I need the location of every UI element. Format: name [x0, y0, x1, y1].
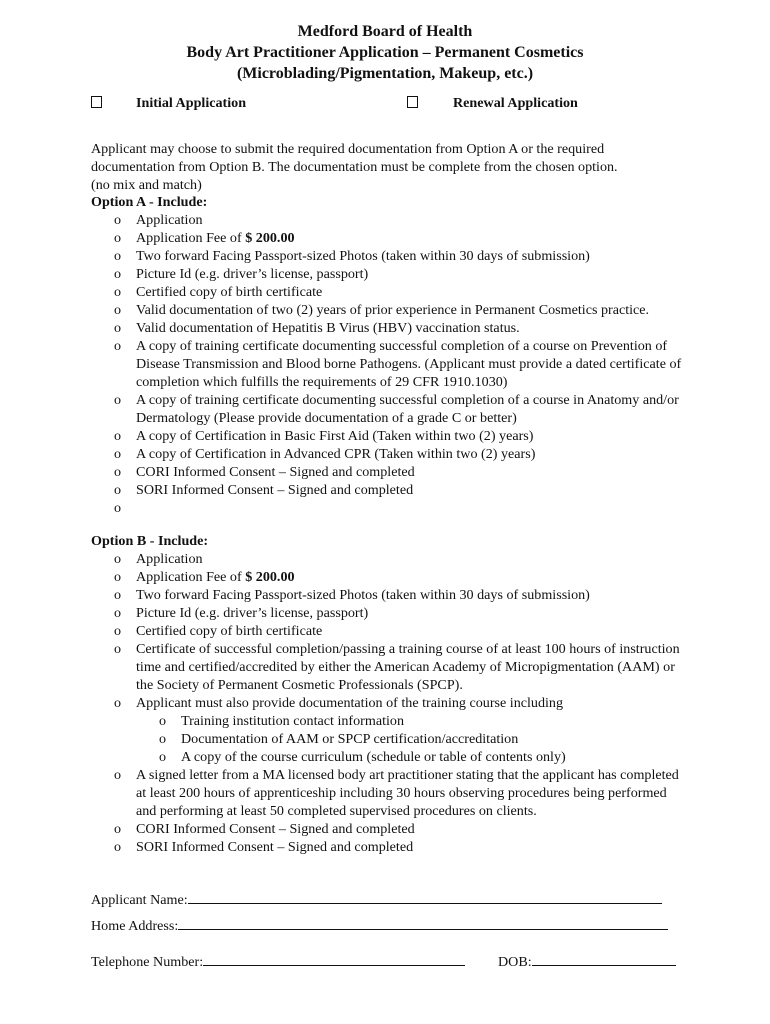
option-b-list [0, 550, 770, 856]
list-item: o Application Fee of $ 200.00 [114, 230, 295, 246]
option-b-heading: Option B - Include: [91, 533, 209, 549]
bullet-icon: o [114, 821, 122, 837]
initial-application-checkbox[interactable] [91, 96, 102, 108]
bullet-icon: o [114, 551, 122, 567]
list-item: o SORI Informed Consent – Signed and completed [114, 839, 414, 855]
list-item: o CORI Informed Consent – Signed and completed [114, 821, 415, 837]
bullet-icon: o [114, 464, 122, 480]
intro-paragraph [91, 140, 691, 194]
telephone-field[interactable] [203, 952, 465, 966]
list-item: o Certificate of successful completion/passing a training course of at least 100 hours of instruction time and certified/accredited by either the American Academy of Micropigmentation (AAM) or the Society of Permanent Cosmetic Professionals (SPCP). [114, 641, 680, 693]
bullet-icon: o [114, 605, 122, 621]
bullet-icon: o [114, 569, 122, 585]
bullet-icon: o [114, 284, 122, 300]
bullet-icon: o [114, 230, 122, 246]
list-item: o Application Fee of $ 200.00 [114, 569, 295, 585]
bullet-icon: o [114, 500, 122, 516]
renewal-application-checkbox[interactable] [407, 96, 418, 108]
bullet-icon: o [114, 428, 122, 444]
bullet-icon: o [114, 839, 122, 855]
list-item: o Two forward Facing Passport-sized Photos (taken within 30 days of submission) [114, 587, 590, 603]
list-item: o Application [114, 212, 203, 228]
document-subtitle: Body Art Practitioner Application – Permanent Cosmetics [186, 44, 584, 61]
bullet-icon: o [114, 695, 122, 711]
applicant-name-label: Applicant Name: [91, 892, 188, 908]
bullet-icon: o [159, 749, 167, 765]
list-item: o A copy of training certificate documenting successful completion of a course in Anatomy and/or Dermatology (Please provide documentation of a grade C or better) [114, 392, 679, 426]
list-item: o Certified copy of birth certificate [114, 284, 323, 300]
bullet-icon: o [114, 587, 122, 603]
list-item: o Applicant must also provide documentation of the training course including o Training institution contact information o Documentation of AAM or SPCP certification/accreditation o A copy of the course curriculum (schedule or table of contents only) [0, 694, 684, 766]
list-item-empty [0, 499, 684, 517]
document-title: Medford Board of Health [297, 23, 473, 40]
dob-label: DOB: [498, 954, 532, 970]
telephone-row [91, 952, 465, 971]
training-course-sublist [136, 712, 684, 766]
list-item: o Two forward Facing Passport-sized Photos (taken within 30 days of submission) [114, 248, 590, 264]
home-address-field[interactable] [178, 916, 668, 930]
bullet-icon: o [114, 446, 122, 462]
telephone-label: Telephone Number: [91, 954, 204, 970]
bullet-icon: o [114, 623, 122, 639]
intro-line: Applicant may choose to submit the required documentation from Option A or the required [91, 141, 605, 157]
list-item: o A copy of Certification in Advanced CPR (Taken within two (2) years) [114, 446, 536, 462]
option-a-heading: Option A - Include: [91, 194, 208, 210]
application-fee: $ 200.00 [245, 569, 295, 585]
applicant-name-field[interactable] [188, 890, 662, 904]
bullet-icon: o [114, 338, 122, 354]
application-fee: $ 200.00 [245, 230, 295, 246]
document-subtitle-2: (Microblading/Pigmentation, Makeup, etc.) [236, 65, 534, 82]
bullet-icon: o [114, 767, 122, 783]
list-item: o CORI Informed Consent – Signed and completed [114, 464, 415, 480]
dob-row [498, 952, 676, 971]
sub-list-item: o Documentation of AAM or SPCP certification/accreditation [159, 731, 519, 747]
list-item: o Picture Id (e.g. driver’s license, passport) [114, 605, 369, 621]
bullet-icon: o [114, 482, 122, 498]
bullet-icon: o [159, 713, 167, 729]
applicant-name-row [91, 890, 662, 909]
list-item: o Certified copy of birth certificate [114, 623, 323, 639]
bullet-icon: o [114, 212, 122, 228]
sub-list-item: o Training institution contact information [159, 713, 405, 729]
list-item: o A copy of training certificate documenting successful completion of a course on Prevention of Disease Transmission and Blood borne Pathogens. (Applicant must provide a dated certificate of completion which fulfills the requirements of 29 CFR 1910.1030) [114, 338, 682, 390]
list-item: o Valid documentation of two (2) years of prior experience in Permanent Cosmetics practice. [114, 302, 650, 318]
renewal-application-label: Renewal Application [453, 95, 578, 111]
list-item: o Application [114, 551, 203, 567]
list-item: o SORI Informed Consent – Signed and completed [114, 482, 414, 498]
bullet-icon: o [114, 266, 122, 282]
bullet-icon: o [114, 641, 122, 657]
home-address-label: Home Address: [91, 918, 179, 934]
list-item: o Picture Id (e.g. driver’s license, passport) [114, 266, 369, 282]
home-address-row [91, 916, 668, 935]
bullet-icon: o [159, 731, 167, 747]
bullet-icon: o [114, 320, 122, 336]
list-item: o Valid documentation of Hepatitis B Virus (HBV) vaccination status. [114, 320, 520, 336]
list-item: o A copy of Certification in Basic First Aid (Taken within two (2) years) [114, 428, 534, 444]
sub-list-item: o A copy of the course curriculum (schedule or table of contents only) [159, 749, 566, 765]
intro-line: documentation from Option B. The documentation must be complete from the chosen option. [91, 159, 618, 175]
initial-application-label: Initial Application [136, 95, 247, 111]
bullet-icon: o [114, 302, 122, 318]
bullet-icon: o [114, 392, 122, 408]
dob-field[interactable] [532, 952, 676, 966]
intro-line: (no mix and match) [91, 177, 202, 193]
list-item: o A signed letter from a MA licensed body art practitioner stating that the applicant has completed at least 200 hours of apprenticeship including 30 hours observing procedures being performed and performing at least 50 completed supervised procedures on clients. [114, 767, 679, 819]
option-a-list [0, 211, 770, 517]
bullet-icon: o [114, 248, 122, 264]
